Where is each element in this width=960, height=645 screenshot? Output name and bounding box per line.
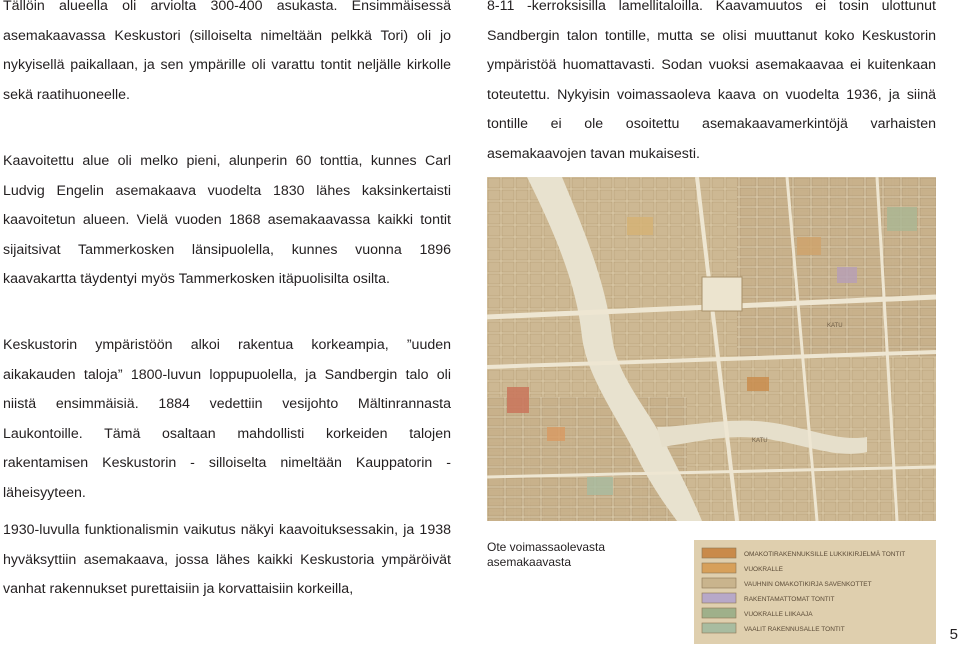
paragraph-taller-buildings: Keskustorin ympäristöön alkoi rakentua korkeampia, ”uuden aikakauden taloja” 1800-luvun loppupuolella, ja Sandbergin talo oli niistä ensimmäisiä. 1884 vedettiin vesijohto Mältinrannasta Laukontoille. Tämä osaltaan mahdollisti korkeiden talojen rakentamisen Keskustorin - silloiselta nimeltään Kauppatorin - läheisyyteen. bbox=[3, 337, 451, 501]
legend-swatch bbox=[702, 608, 736, 618]
central-square bbox=[702, 277, 742, 311]
historic-plan-map-drawing bbox=[487, 177, 936, 521]
legend-label: VUOKRALLE LIIKAAJA bbox=[744, 611, 813, 618]
paragraph-plan-area: Kaavoitettu alue oli melko pieni, alunperin 60 tonttia, kunnes Carl Ludvig Engelin asemakaava vuodelta 1830 lähes kaksinkertaisti kaavoitetun alueen. Vielä vuoden 1868 asemakaavassa kaikki tontit sijaitsivat Tammerkosken länsipuolella, kunnes vuonna 1896 kaavakartta täydentyi myös Tammerkosken itäpuolisilta osilta. bbox=[3, 153, 451, 288]
paragraph-population: Tällöin alueella oli arviolta 300-400 asukasta. Ensimmäisessä asemakaavassa Keskustori (silloiselta nimeltään pelkkä Tori) oli jo nykyisellä paikallaan, ja sen ympärille oli varattu tontit neljälle kirkolle sekä raatihuoneelle. bbox=[3, 0, 451, 103]
paragraph-plan-change: 8-11 -kerroksisilla lamellitaloilla. Kaavamuutos ei tosin ulottunut Sandbergin talon tontille, mutta se olisi muuttanut koko Keskustorin ympäristöä huomattavasti. Sodan vuoksi asemakaavaa ei kuitenkaan toteutettu. Nykyisin voimassaoleva kaava on vuodelta 1936, ja siinä tontille ei ole osoitettu asemakaavamerkintöjä varhaisten asemakaavojen tavan mukaisesti. bbox=[487, 0, 936, 162]
figure-caption: Ote voimassaolevasta asemakaavasta bbox=[487, 540, 606, 569]
legend-swatch bbox=[702, 548, 736, 558]
page-number: 5 bbox=[949, 626, 958, 643]
legend-label: VAUHNIN OMAKOTIKIRJA SAVENKOTTET bbox=[744, 581, 872, 588]
plan-legend-drawing bbox=[694, 540, 936, 644]
legend-swatch bbox=[702, 623, 736, 633]
legend-label: OMAKOTIRAKENNUKSILLE LUKKIKIRJELMÄ TONTIT bbox=[744, 551, 906, 558]
historic-plan-map bbox=[487, 177, 936, 521]
map-street-label: KATU bbox=[827, 323, 843, 329]
paragraph-functionalism: 1930-luvulla funktionalismin vaikutus näkyi kaavoituksessakin, ja 1938 hyväksyttiin asemakaava, jossa lähes kaikki Keskustoria ympäröivät vanhat rakennukset purettaisiin ja korvattaisiin korkeilla, bbox=[3, 522, 451, 598]
map-street-label: KATU bbox=[752, 438, 768, 444]
legend-label: VUOKRALLE bbox=[744, 566, 784, 573]
legend-swatch bbox=[702, 578, 736, 588]
legend-swatch bbox=[702, 563, 736, 573]
plan-legend-image bbox=[694, 540, 936, 644]
legend-swatch bbox=[702, 593, 736, 603]
legend-label: RAKENTAMATTOMAT TONTIT bbox=[744, 596, 835, 603]
legend-label: VAALIT RAKENNUSALLE TONTIT bbox=[744, 626, 845, 633]
